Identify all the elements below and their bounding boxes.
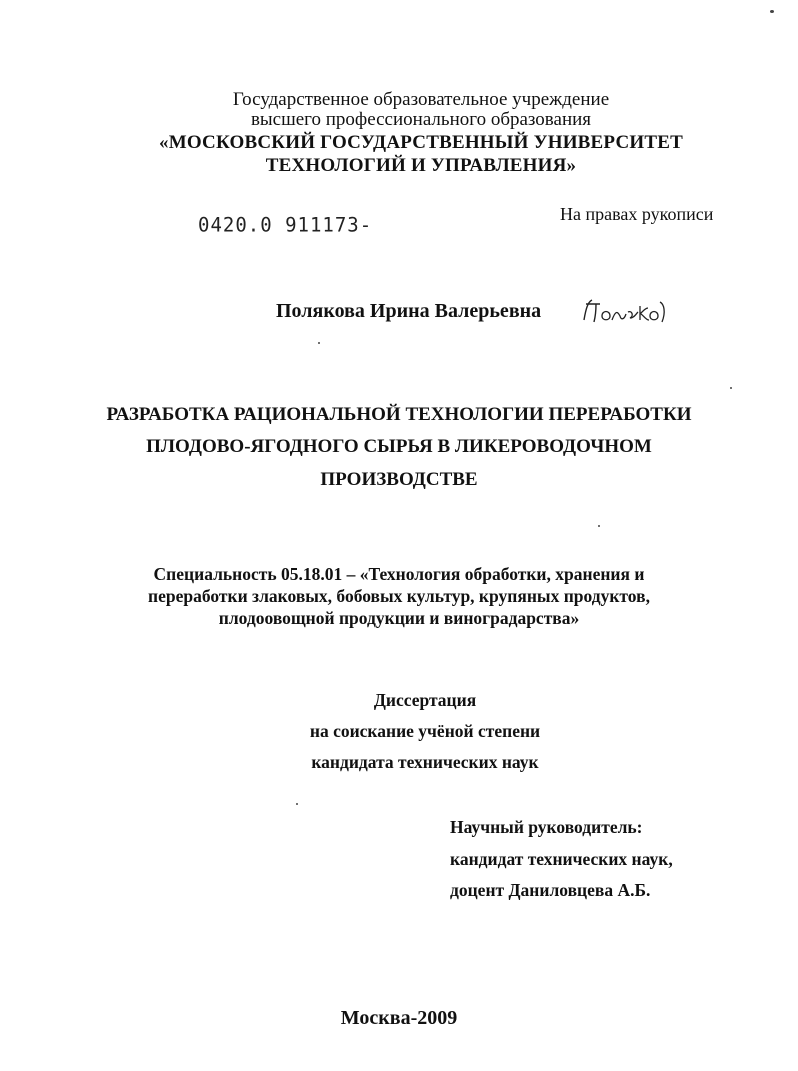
scan-speck (598, 525, 600, 527)
university-name-line-2: ТЕХНОЛОГИЙ И УПРАВЛЕНИЯ» (265, 155, 577, 176)
scan-speck (318, 342, 320, 344)
specialty-line-3: плодоовощной продукции и виноградарства» (218, 608, 580, 628)
dissertation-label: Диссертация (373, 690, 477, 710)
city-year: Москва-2009 (340, 1007, 458, 1029)
scan-speck (770, 10, 774, 13)
author-row (0, 300, 798, 330)
title-line-1: РАЗРАБОТКА РАЦИОНАЛЬНОЙ ТЕХНОЛОГИИ ПЕРЕРАБОТКИ (106, 404, 692, 425)
institution-line-1: Государственное образовательное учреждение (232, 89, 610, 110)
author-signature (578, 294, 670, 330)
scan-speck (730, 387, 732, 389)
library-stamp-number: 0420.0 911173- (198, 213, 373, 237)
supervisor-degree: кандидат технических наук, (450, 849, 673, 869)
author-name: Полякова Ирина Валерьевна (276, 300, 542, 322)
supervisor-name: доцент Даниловцева А.Б. (450, 880, 651, 900)
scan-speck (296, 803, 298, 805)
specialty-line-2: переработки злаковых, бобовых культур, крупяных продуктов, (148, 586, 650, 606)
specialty-line-1: Специальность 05.18.01 – «Технология обработки, хранения и (153, 564, 645, 584)
title-line-2: ПЛОДОВО-ЯГОДНОГО СЫРЬЯ В ЛИКЕРОВОДОЧНОМ (146, 436, 652, 457)
university-name-line-1: «МОСКОВСКИЙ ГОСУДАРСТВЕННЫЙ УНИВЕРСИТЕТ (159, 132, 683, 153)
institution-line-2: высшего профессионального образования (250, 109, 592, 130)
manuscript-rights-label: На правах рукописи (560, 204, 714, 224)
degree-name-line: кандидата технических наук (311, 752, 539, 772)
degree-sought-line: на соискание учёной степени (309, 721, 541, 741)
title-line-3: ПРОИЗВОДСТВЕ (320, 469, 478, 490)
supervisor-label: Научный руководитель: (450, 817, 643, 837)
